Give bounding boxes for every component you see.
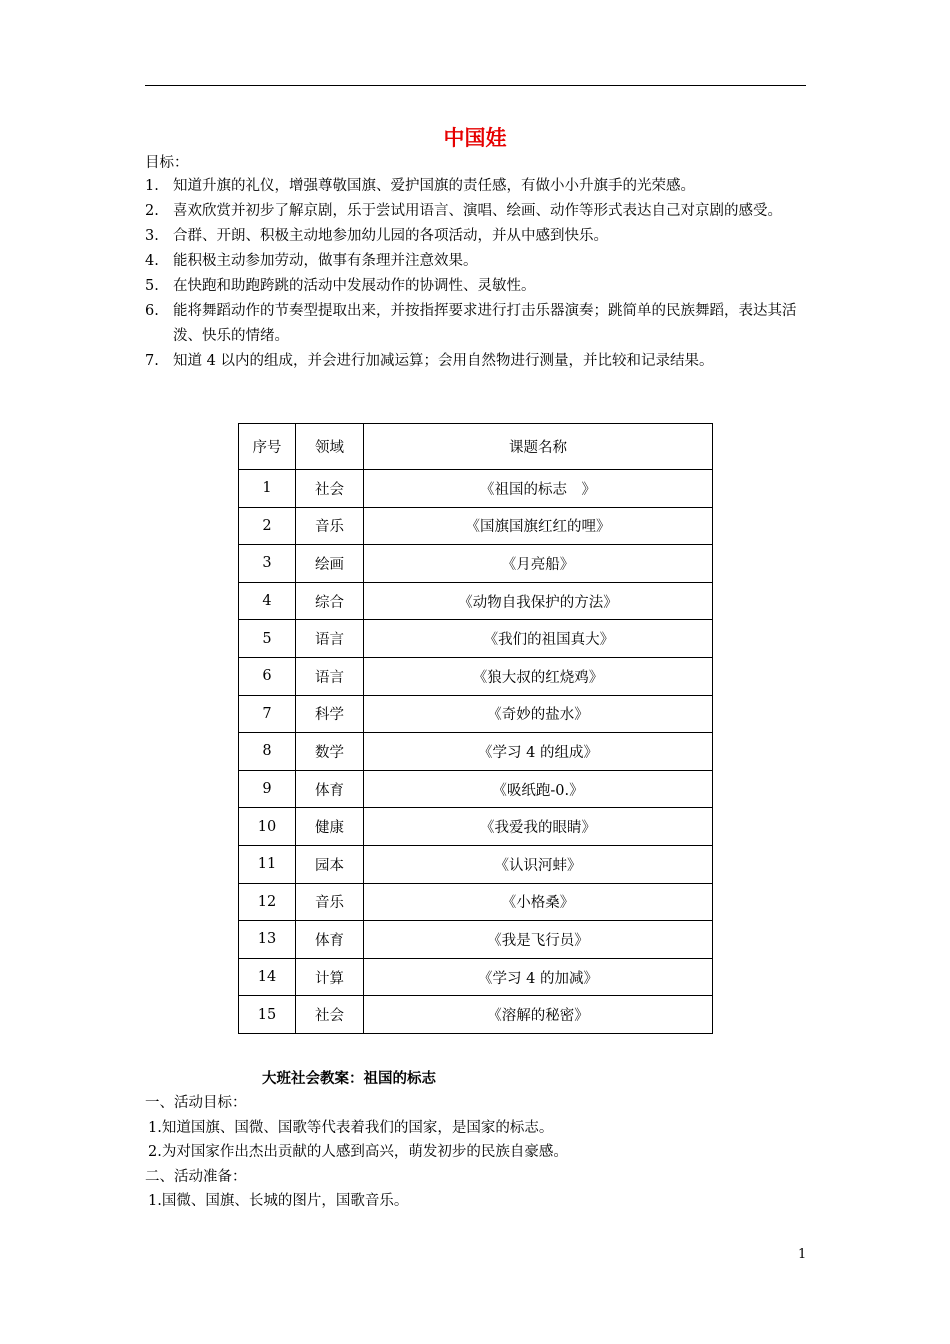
goal-text: 喜欢欣赏并初步了解京剧，乐于尝试用语言、演唱、绘画、动作等形式表达自己对京剧的感受。 bbox=[173, 203, 782, 219]
table-body bbox=[239, 470, 713, 1034]
cell-domain: 科学 bbox=[296, 695, 364, 733]
goal-number: 4. bbox=[145, 253, 159, 269]
goal-number: 7. bbox=[145, 353, 159, 369]
goal-text: 合群、开朗、积极主动地参加幼儿园的各项活动，并从中感到快乐。 bbox=[173, 228, 608, 244]
goal-item bbox=[145, 299, 810, 349]
goal-item bbox=[145, 274, 810, 299]
goal-number: 3. bbox=[145, 228, 159, 244]
table-header-row bbox=[239, 424, 713, 470]
cell-topic: 《国旗国旗红红的哩》 bbox=[364, 507, 713, 545]
cell-domain: 社会 bbox=[296, 996, 364, 1034]
goal-text: 能将舞蹈动作的节奏型提取出来，并按指挥要求进行打击乐器演奏；跳简单的民族舞蹈，表达其活泼、快乐的情绪。 bbox=[173, 303, 797, 344]
cell-domain: 健康 bbox=[296, 808, 364, 846]
header-index: 序号 bbox=[239, 424, 296, 470]
cell-topic: 《动物自我保护的方法》 bbox=[364, 582, 713, 620]
cell-domain: 综合 bbox=[296, 582, 364, 620]
goal-number: 2. bbox=[145, 203, 159, 219]
cell-domain: 计算 bbox=[296, 958, 364, 996]
cell-topic: 《小格桑》 bbox=[364, 883, 713, 921]
cell-index: 3 bbox=[239, 545, 296, 583]
table-row bbox=[239, 695, 713, 733]
cell-index: 5 bbox=[239, 620, 296, 658]
cell-domain: 社会 bbox=[296, 470, 364, 508]
objective-item: 1.知道国旗、国微、国歌等代表着我们的国家，是国家的标志。 bbox=[148, 1119, 554, 1136]
goal-text: 知道 4 以内的组成，并会进行加减运算；会用自然物进行测量，并比较和记录结果。 bbox=[173, 353, 714, 369]
table-row bbox=[239, 733, 713, 771]
cell-topic: 《月亮船》 bbox=[364, 545, 713, 583]
lesson-title: 大班社会教案：祖国的标志 bbox=[262, 1071, 436, 1087]
table-row bbox=[239, 470, 713, 508]
cell-index: 8 bbox=[239, 733, 296, 771]
cell-topic: 《我是飞行员》 bbox=[364, 921, 713, 959]
cell-domain: 数学 bbox=[296, 733, 364, 771]
cell-domain: 语言 bbox=[296, 657, 364, 695]
cell-domain: 绘画 bbox=[296, 545, 364, 583]
cell-domain: 体育 bbox=[296, 921, 364, 959]
table-row bbox=[239, 996, 713, 1034]
goal-item bbox=[145, 224, 810, 249]
cell-index: 2 bbox=[239, 507, 296, 545]
cell-topic: 《我爱我的眼睛》 bbox=[364, 808, 713, 846]
section-heading: 一、活动目标： bbox=[145, 1095, 247, 1111]
header-rule bbox=[145, 85, 806, 86]
cell-domain: 园本 bbox=[296, 845, 364, 883]
table-row bbox=[239, 657, 713, 695]
goal-number: 6. bbox=[145, 303, 159, 319]
cell-index: 15 bbox=[239, 996, 296, 1034]
cell-topic: 《学习 4 的组成》 bbox=[364, 733, 713, 771]
table-row bbox=[239, 545, 713, 583]
cell-domain: 音乐 bbox=[296, 883, 364, 921]
table-row bbox=[239, 507, 713, 545]
page-number: 1 bbox=[798, 1247, 807, 1262]
cell-index: 1 bbox=[239, 470, 296, 508]
table-row bbox=[239, 620, 713, 658]
goal-item bbox=[145, 249, 810, 274]
table-row bbox=[239, 845, 713, 883]
cell-topic: 《溶解的秘密》 bbox=[364, 996, 713, 1034]
cell-topic: 《吸纸跑-0.》 bbox=[364, 770, 713, 808]
goal-number: 1. bbox=[145, 178, 159, 194]
cell-domain: 体育 bbox=[296, 770, 364, 808]
cell-domain: 音乐 bbox=[296, 507, 364, 545]
goal-item bbox=[145, 174, 810, 199]
cell-topic: 《认识河蚌》 bbox=[364, 845, 713, 883]
cell-index: 12 bbox=[239, 883, 296, 921]
table-row bbox=[239, 582, 713, 620]
preparation-item: 1.国微、国旗、长城的图片，国歌音乐。 bbox=[148, 1193, 409, 1209]
cell-index: 13 bbox=[239, 921, 296, 959]
section-heading: 二、活动准备： bbox=[145, 1168, 247, 1185]
cell-index: 14 bbox=[239, 958, 296, 996]
cell-index: 7 bbox=[239, 695, 296, 733]
table-row bbox=[239, 958, 713, 996]
cell-topic: 《我们的祖国真大》 bbox=[364, 620, 713, 658]
cell-index: 4 bbox=[239, 582, 296, 620]
lesson-body bbox=[145, 1091, 810, 1214]
goal-text: 知道升旗的礼仪，增强尊敬国旗、爱护国旗的责任感，有做小小升旗手的光荣感。 bbox=[173, 178, 695, 194]
objective-item: 2.为对国家作出杰出贡献的人感到高兴，萌发初步的民族自豪感。 bbox=[148, 1144, 568, 1160]
cell-domain: 语言 bbox=[296, 620, 364, 658]
goal-text: 在快跑和助跑跨跳的活动中发展动作的协调性、灵敏性。 bbox=[173, 278, 536, 294]
cell-index: 11 bbox=[239, 845, 296, 883]
cell-topic: 《祖国的标志 》 bbox=[364, 470, 713, 508]
goals-list bbox=[145, 174, 810, 374]
table-row bbox=[239, 921, 713, 959]
goal-text: 能积极主动参加劳动，做事有条理并注意效果。 bbox=[173, 253, 478, 269]
goals-label: 目标： bbox=[145, 155, 189, 171]
header-domain: 领域 bbox=[296, 424, 364, 470]
goal-item bbox=[145, 349, 810, 374]
cell-index: 9 bbox=[239, 770, 296, 808]
goal-number: 5. bbox=[145, 278, 159, 294]
cell-topic: 《狼大叔的红烧鸡》 bbox=[364, 657, 713, 695]
table-row bbox=[239, 770, 713, 808]
curriculum-table bbox=[238, 423, 713, 1034]
table-row bbox=[239, 808, 713, 846]
page-title: 中国娃 bbox=[443, 126, 507, 150]
cell-index: 6 bbox=[239, 657, 296, 695]
cell-topic: 《奇妙的盐水》 bbox=[364, 695, 713, 733]
goal-item bbox=[145, 199, 810, 224]
cell-index: 10 bbox=[239, 808, 296, 846]
header-topic: 课题名称 bbox=[364, 424, 713, 470]
cell-topic: 《学习 4 的加减》 bbox=[364, 958, 713, 996]
table-row bbox=[239, 883, 713, 921]
